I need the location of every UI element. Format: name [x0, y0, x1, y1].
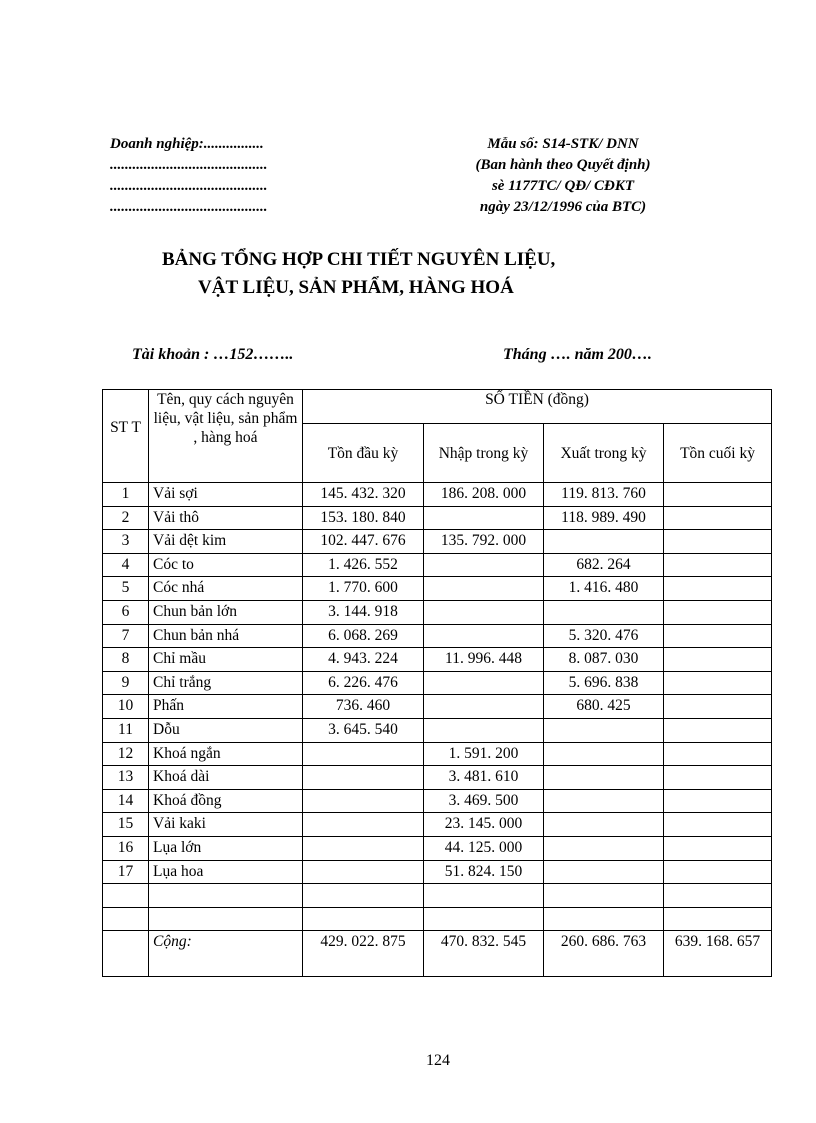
blank-cell — [664, 907, 772, 931]
cell-stt: 5 — [103, 577, 149, 601]
cell-stt: 8 — [103, 648, 149, 672]
cell-open: 1. 426. 552 — [303, 553, 424, 577]
cell-stt: 17 — [103, 860, 149, 884]
total-stt — [103, 931, 149, 977]
cell-close — [664, 836, 772, 860]
document-title — [110, 246, 670, 302]
cell-out: 680. 425 — [544, 695, 664, 719]
company-dots-2: .......................................... — [110, 178, 268, 194]
cell-open: 736. 460 — [303, 695, 424, 719]
cell-open: 3. 144. 918 — [303, 600, 424, 624]
table-row — [103, 813, 772, 837]
cell-name: Vải dệt kim — [149, 530, 303, 554]
cell-in: 11. 996. 448 — [424, 648, 544, 672]
table-row — [103, 789, 772, 813]
blank-cell — [303, 884, 424, 908]
blank-row — [103, 907, 772, 931]
cell-open: 6. 068. 269 — [303, 624, 424, 648]
cell-stt: 2 — [103, 506, 149, 530]
table-row — [103, 695, 772, 719]
cell-open: 153. 180. 840 — [303, 506, 424, 530]
company-label: Doanh nghiệp:................ — [110, 136, 264, 152]
cell-stt: 10 — [103, 695, 149, 719]
cell-stt: 4 — [103, 553, 149, 577]
cell-close — [664, 483, 772, 507]
cell-close — [664, 860, 772, 884]
cell-in — [424, 577, 544, 601]
cell-close — [664, 506, 772, 530]
cell-stt: 7 — [103, 624, 149, 648]
cell-name: Chun bản lớn — [149, 600, 303, 624]
cell-in: 44. 125. 000 — [424, 836, 544, 860]
cell-stt: 13 — [103, 766, 149, 790]
table-row — [103, 624, 772, 648]
cell-out — [544, 742, 664, 766]
cell-open — [303, 813, 424, 837]
cell-open: 145. 432. 320 — [303, 483, 424, 507]
cell-out — [544, 600, 664, 624]
cell-stt: 12 — [103, 742, 149, 766]
cell-name: Chun bản nhá — [149, 624, 303, 648]
cell-name: Chỉ trắng — [149, 671, 303, 695]
cell-in: 1. 591. 200 — [424, 742, 544, 766]
cell-out — [544, 813, 664, 837]
form-date: ngày 23/12/1996 của BTC) — [479, 199, 647, 215]
total-label: Cộng: — [149, 931, 303, 977]
cell-name: Vải kaki — [149, 813, 303, 837]
cell-name: Khoá ngắn — [149, 742, 303, 766]
cell-in — [424, 600, 544, 624]
table-row — [103, 506, 772, 530]
table-row — [103, 530, 772, 554]
table-row — [103, 860, 772, 884]
cell-out — [544, 789, 664, 813]
total-close: 639. 168. 657 — [664, 931, 772, 977]
blank-cell — [103, 907, 149, 931]
blank-cell — [149, 884, 303, 908]
cell-out: 119. 813. 760 — [544, 483, 664, 507]
table-row — [103, 577, 772, 601]
cell-close — [664, 530, 772, 554]
cell-name: Khoá đồng — [149, 789, 303, 813]
cell-close — [664, 813, 772, 837]
cell-open — [303, 766, 424, 790]
cell-close — [664, 695, 772, 719]
header-outgoing: Xuất trong kỳ — [544, 424, 664, 483]
cell-in: 3. 481. 610 — [424, 766, 544, 790]
blank-cell — [424, 907, 544, 931]
month-label: Tháng …. năm 200…. — [503, 346, 652, 363]
cell-open: 3. 645. 540 — [303, 718, 424, 742]
cell-name: Dỗu — [149, 718, 303, 742]
title-line-1: BẢNG TỔNG HỢP CHI TIẾT NGUYÊN LIỆU, — [162, 249, 556, 270]
company-dots-3: .......................................... — [110, 199, 268, 215]
cell-out: 1. 416. 480 — [544, 577, 664, 601]
cell-out: 5. 696. 838 — [544, 671, 664, 695]
cell-name: Khoá dài — [149, 766, 303, 790]
account-label: Tài khoản : …152…….. — [132, 346, 294, 363]
cell-close — [664, 671, 772, 695]
cell-open: 1. 770. 600 — [303, 577, 424, 601]
cell-close — [664, 766, 772, 790]
page-number: 124 — [426, 1052, 450, 1069]
cell-open: 6. 226. 476 — [303, 671, 424, 695]
cell-name: Lụa lớn — [149, 836, 303, 860]
cell-stt: 14 — [103, 789, 149, 813]
header-opening: Tồn đầu kỳ — [303, 424, 424, 483]
cell-open — [303, 836, 424, 860]
table-row — [103, 600, 772, 624]
blank-row — [103, 884, 772, 908]
cell-stt: 16 — [103, 836, 149, 860]
cell-in: 51. 824. 150 — [424, 860, 544, 884]
cell-in — [424, 624, 544, 648]
blank-cell — [103, 884, 149, 908]
cell-in — [424, 718, 544, 742]
cell-name: Vải thô — [149, 506, 303, 530]
cell-out — [544, 836, 664, 860]
cell-close — [664, 553, 772, 577]
total-row — [103, 931, 772, 977]
table-row — [103, 648, 772, 672]
cell-in: 3. 469. 500 — [424, 789, 544, 813]
cell-open: 102. 447. 676 — [303, 530, 424, 554]
cell-out — [544, 530, 664, 554]
form-issued: (Ban hành theo Quyết định) — [475, 157, 651, 173]
cell-out: 5. 320. 476 — [544, 624, 664, 648]
company-dots-1: .......................................... — [110, 157, 268, 173]
table-row — [103, 836, 772, 860]
form-info-block — [448, 134, 678, 218]
cell-close — [664, 577, 772, 601]
header-money: SỐ TIỀN (đồng) — [303, 390, 772, 424]
cell-close — [664, 648, 772, 672]
cell-out — [544, 860, 664, 884]
company-block — [110, 134, 268, 218]
cell-close — [664, 789, 772, 813]
header-stt: ST T — [103, 390, 149, 483]
total-open: 429. 022. 875 — [303, 931, 424, 977]
header-incoming: Nhập trong kỳ — [424, 424, 544, 483]
cell-in: 186. 208. 000 — [424, 483, 544, 507]
cell-stt: 15 — [103, 813, 149, 837]
cell-name: Vải sợi — [149, 483, 303, 507]
cell-in — [424, 506, 544, 530]
cell-close — [664, 600, 772, 624]
table-row — [103, 718, 772, 742]
cell-close — [664, 718, 772, 742]
table-row — [103, 766, 772, 790]
cell-stt: 1 — [103, 483, 149, 507]
cell-out: 118. 989. 490 — [544, 506, 664, 530]
cell-stt: 11 — [103, 718, 149, 742]
cell-in — [424, 671, 544, 695]
header-closing: Tồn cuối kỳ — [664, 424, 772, 483]
table-row — [103, 483, 772, 507]
table-row — [103, 742, 772, 766]
header-name: Tên, quy cách nguyên liệu, vật liệu, sản phẩm , hàng hoá — [149, 390, 303, 483]
cell-open: 4. 943. 224 — [303, 648, 424, 672]
cell-close — [664, 742, 772, 766]
title-line-2: VẬT LIỆU, SẢN PHẨM, HÀNG HOÁ — [198, 277, 514, 298]
table-row — [103, 671, 772, 695]
cell-out: 8. 087. 030 — [544, 648, 664, 672]
blank-cell — [664, 884, 772, 908]
total-in: 470. 832. 545 — [424, 931, 544, 977]
form-decision: sè 1177TC/ QĐ/ CĐKT — [491, 178, 635, 194]
cell-stt: 3 — [103, 530, 149, 554]
cell-name: Chỉ mầu — [149, 648, 303, 672]
blank-cell — [424, 884, 544, 908]
cell-out — [544, 766, 664, 790]
cell-out — [544, 718, 664, 742]
cell-in — [424, 553, 544, 577]
cell-name: Phấn — [149, 695, 303, 719]
blank-cell — [303, 907, 424, 931]
cell-open — [303, 742, 424, 766]
cell-stt: 9 — [103, 671, 149, 695]
cell-in — [424, 695, 544, 719]
cell-open — [303, 789, 424, 813]
cell-close — [664, 624, 772, 648]
cell-name: Lụa hoa — [149, 860, 303, 884]
ledger-body — [103, 483, 772, 977]
form-number: Mẫu số: S14-STK/ DNN — [487, 136, 639, 152]
ledger-table — [102, 389, 772, 977]
table-row — [103, 553, 772, 577]
blank-cell — [544, 884, 664, 908]
cell-name: Cóc to — [149, 553, 303, 577]
cell-in: 23. 145. 000 — [424, 813, 544, 837]
cell-stt: 6 — [103, 600, 149, 624]
cell-in: 135. 792. 000 — [424, 530, 544, 554]
blank-cell — [149, 907, 303, 931]
cell-out: 682. 264 — [544, 553, 664, 577]
cell-name: Cóc nhá — [149, 577, 303, 601]
cell-open — [303, 860, 424, 884]
blank-cell — [544, 907, 664, 931]
total-out: 260. 686. 763 — [544, 931, 664, 977]
